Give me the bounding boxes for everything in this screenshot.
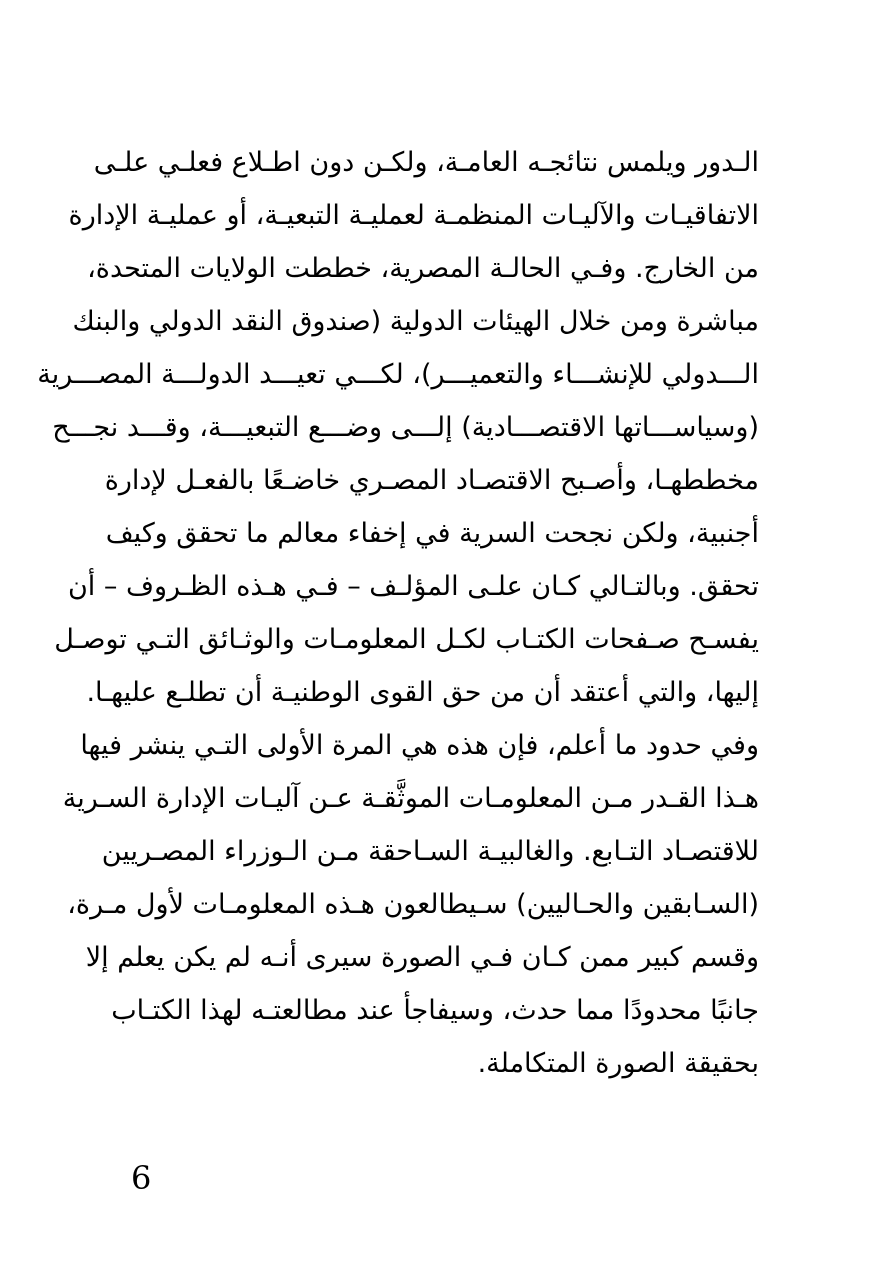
- paragraph-line: الاتفاقيـات والآليـات المنظمـة لعمليـة التبعيـة، أو عمليـة الإدارة: [68, 200, 759, 231]
- paragraph-line: من الخارج. وفـي الحالـة المصرية، خططت الولايات المتحدة،: [87, 253, 759, 284]
- paragraph-line: وفي حدود ما أعلم، فإن هذه هي المرة الأولى التـي ينشر فيها: [80, 730, 759, 761]
- paragraph-line: جانبًا محدودًا مما حدث، وسيفاجأ عند مطالعتـه لهذا الكتـاب: [111, 995, 759, 1026]
- paragraph-line: تحقق. وبالتـالي كـان علـى المؤلـف – فـي هـذه الظـروف – أن: [67, 571, 759, 602]
- paragraph-line: (السـابقين والحـاليين) سـيطالعون هـذه المعلومـات لأول مـرة،: [67, 889, 759, 920]
- paragraph-line: الـــدولي للإنشـــاء والتعميـــر)، لكـــي تعيـــد الدولـــة المصـــرية: [37, 359, 759, 390]
- paragraph-line: أجنبية، ولكن نجحت السرية في إخفاء معالم ما تحقق وكيف: [105, 518, 759, 549]
- paragraph-line: مباشرة ومن خلال الهيئات الدولية (صندوق النقد الدولي والبنك: [72, 306, 759, 337]
- paragraph-line: إليها، والتي أعتقد أن من حق القوى الوطنيـة أن تطلـع عليهـا.: [86, 677, 759, 708]
- paragraph-line: بحقيقة الصورة المتكاملة.: [477, 1048, 759, 1079]
- paragraph-line: هـذا القـدر مـن المعلومـات الموثَّقـة عـن آليـات الإدارة السـرية: [62, 783, 759, 814]
- paragraph-line: (وسياســـاتها الاقتصـــادية) إلـــى وضـــع التبعيـــة، وقـــد نجـــح: [52, 412, 759, 443]
- paragraph-line: يفسـح صـفحات الكتـاب لكـل المعلومـات والوثـائق التـي توصـل: [54, 624, 759, 655]
- paragraph-line: مخططهـا، وأصـبح الاقتصـاد المصـري خاضـعًا بالفعـل لإدارة: [104, 465, 759, 496]
- paragraph-line: الـدور ويلمس نتائجـه العامـة، ولكـن دون اطـلاع فعلـي علـى: [93, 147, 759, 178]
- page-number: 6: [131, 1159, 152, 1197]
- paragraph-line: وقسم كبير ممن كـان فـي الصورة سيرى أنـه لم يكن يعلم إلا: [85, 942, 759, 973]
- paragraph-line: للاقتصـاد التـابع. والغالبيـة السـاحقة مـن الـوزراء المصـريين: [101, 836, 759, 867]
- body-paragraph: [37, 136, 759, 1090]
